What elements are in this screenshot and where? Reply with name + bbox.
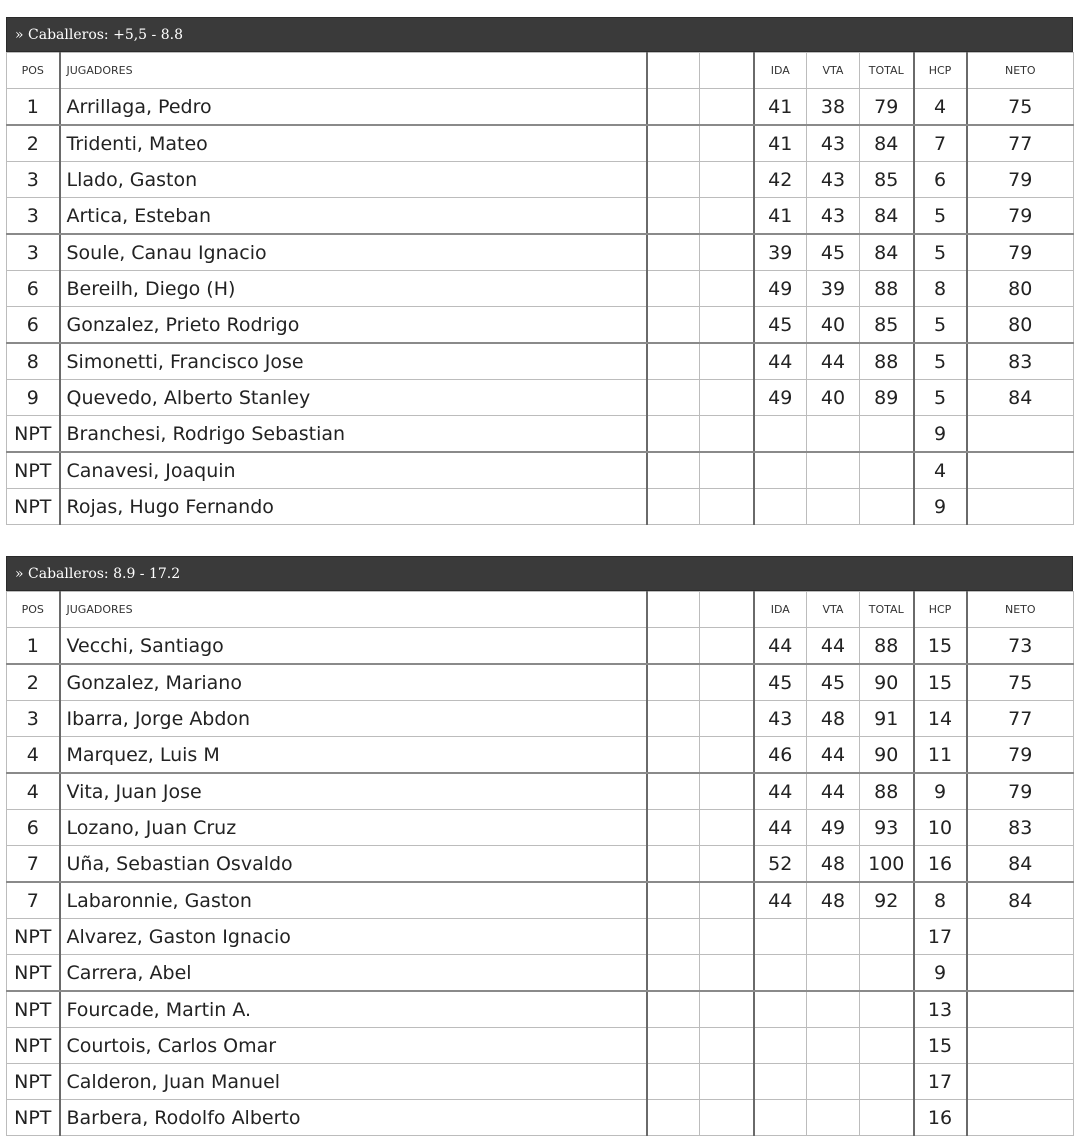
header-row [7,53,1074,89]
cell-hcp: 16 [914,1100,967,1136]
cell-hcp: 9 [914,955,967,992]
cell-extra-2 [700,810,754,846]
cell-pos: 7 [7,846,60,883]
header-pos: POS [7,592,60,628]
cell-neto: 83 [967,343,1074,380]
cell-neto [967,1064,1074,1100]
cell-hcp: 5 [914,234,967,271]
cell-extra-2 [700,489,754,525]
header-extra-2 [700,53,754,89]
cell-player-name: Vecchi, Santiago [60,628,647,665]
cell-extra-2 [700,1100,754,1136]
cell-hcp: 5 [914,198,967,235]
header-hcp: HCP [914,592,967,628]
section-title: » Caballeros: +5,5 - 8.8 [6,17,1073,52]
cell-player-name: Branchesi, Rodrigo Sebastian [60,416,647,453]
cell-player-name: Bereilh, Diego (H) [60,271,647,307]
cell-vta: 48 [807,701,860,737]
cell-pos: NPT [7,955,60,992]
table-row [7,307,1074,344]
cell-total: 88 [860,773,914,810]
cell-total: 91 [860,701,914,737]
header-extra-1 [647,53,700,89]
cell-total: 85 [860,307,914,344]
cell-hcp: 5 [914,380,967,416]
cell-extra-1 [647,991,700,1028]
header-row [7,592,1074,628]
cell-extra-1 [647,234,700,271]
cell-neto: 75 [967,664,1074,701]
cell-neto: 84 [967,380,1074,416]
table-row [7,919,1074,955]
cell-hcp: 4 [914,452,967,489]
cell-total: 88 [860,343,914,380]
cell-extra-1 [647,489,700,525]
table-row [7,89,1074,126]
cell-pos: 2 [7,125,60,162]
cell-player-name: Llado, Gaston [60,162,647,198]
cell-vta: 44 [807,628,860,665]
cell-total: 92 [860,882,914,919]
cell-total: 84 [860,198,914,235]
cell-vta: 43 [807,162,860,198]
cell-extra-1 [647,810,700,846]
cell-neto: 77 [967,701,1074,737]
cell-ida: 44 [754,882,807,919]
table-row [7,882,1074,919]
cell-ida: 44 [754,628,807,665]
cell-extra-1 [647,416,700,453]
cell-neto [967,489,1074,525]
cell-ida: 49 [754,271,807,307]
cell-extra-2 [700,307,754,344]
cell-vta: 44 [807,343,860,380]
header-extra-1 [647,592,700,628]
table-row [7,955,1074,992]
cell-pos: 6 [7,271,60,307]
cell-ida [754,1028,807,1064]
cell-ida [754,919,807,955]
cell-vta [807,991,860,1028]
table-row [7,628,1074,665]
cell-player-name: Alvarez, Gaston Ignacio [60,919,647,955]
cell-neto: 79 [967,198,1074,235]
cell-vta: 45 [807,664,860,701]
cell-vta: 39 [807,271,860,307]
cell-player-name: Lozano, Juan Cruz [60,810,647,846]
cell-total: 84 [860,234,914,271]
cell-hcp: 11 [914,737,967,774]
cell-player-name: Gonzalez, Mariano [60,664,647,701]
header-players: JUGADORES [60,53,647,89]
cell-hcp: 8 [914,882,967,919]
cell-pos: NPT [7,416,60,453]
table-row [7,846,1074,883]
cell-player-name: Arrillaga, Pedro [60,89,647,126]
cell-vta [807,1100,860,1136]
cell-neto [967,1100,1074,1136]
cell-extra-2 [700,882,754,919]
cell-extra-2 [700,198,754,235]
cell-total: 79 [860,89,914,126]
cell-extra-1 [647,380,700,416]
cell-neto: 84 [967,882,1074,919]
cell-extra-1 [647,307,700,344]
header-ida: IDA [754,53,807,89]
cell-pos: NPT [7,1064,60,1100]
header-vta: VTA [807,53,860,89]
cell-ida: 42 [754,162,807,198]
cell-pos: 4 [7,737,60,774]
cell-extra-1 [647,664,700,701]
table-row [7,737,1074,774]
cell-extra-1 [647,452,700,489]
cell-pos: 9 [7,380,60,416]
cell-extra-1 [647,1100,700,1136]
table-row [7,1100,1074,1136]
results-section [6,556,1073,1136]
cell-vta: 40 [807,380,860,416]
cell-neto [967,955,1074,992]
cell-neto [967,991,1074,1028]
table-row [7,271,1074,307]
cell-total [860,416,914,453]
cell-neto [967,416,1074,453]
cell-pos: NPT [7,1028,60,1064]
cell-player-name: Rojas, Hugo Fernando [60,489,647,525]
cell-hcp: 9 [914,489,967,525]
cell-pos: NPT [7,1100,60,1136]
cell-extra-2 [700,89,754,126]
results-body [7,89,1074,525]
cell-extra-1 [647,89,700,126]
cell-extra-1 [647,846,700,883]
cell-pos: NPT [7,991,60,1028]
cell-extra-2 [700,1028,754,1064]
cell-pos: 2 [7,664,60,701]
cell-extra-2 [700,452,754,489]
header-ida: IDA [754,592,807,628]
cell-pos: NPT [7,452,60,489]
header-neto: NETO [967,592,1074,628]
cell-ida [754,489,807,525]
cell-vta [807,452,860,489]
cell-extra-1 [647,701,700,737]
cell-player-name: Uña, Sebastian Osvaldo [60,846,647,883]
cell-ida [754,991,807,1028]
cell-neto: 73 [967,628,1074,665]
cell-hcp: 17 [914,1064,967,1100]
cell-hcp: 15 [914,628,967,665]
cell-pos: 1 [7,89,60,126]
cell-ida: 43 [754,701,807,737]
cell-total [860,1100,914,1136]
cell-ida [754,955,807,992]
cell-hcp: 15 [914,1028,967,1064]
cell-ida: 46 [754,737,807,774]
cell-total: 88 [860,271,914,307]
cell-ida: 44 [754,343,807,380]
cell-total [860,919,914,955]
header-total: TOTAL [860,592,914,628]
cell-extra-2 [700,380,754,416]
header-vta: VTA [807,592,860,628]
cell-ida: 49 [754,380,807,416]
cell-ida [754,416,807,453]
cell-vta [807,919,860,955]
cell-neto: 80 [967,271,1074,307]
cell-total: 84 [860,125,914,162]
results-table [6,591,1074,1136]
cell-hcp: 5 [914,343,967,380]
cell-player-name: Tridenti, Mateo [60,125,647,162]
cell-vta [807,489,860,525]
table-row [7,416,1074,453]
cell-neto [967,452,1074,489]
cell-total [860,489,914,525]
cell-total: 85 [860,162,914,198]
cell-player-name: Soule, Canau Ignacio [60,234,647,271]
cell-extra-2 [700,664,754,701]
cell-pos: 3 [7,701,60,737]
cell-extra-1 [647,919,700,955]
cell-pos: NPT [7,489,60,525]
cell-extra-2 [700,773,754,810]
cell-extra-1 [647,125,700,162]
cell-player-name: Ibarra, Jorge Abdon [60,701,647,737]
table-row [7,664,1074,701]
table-row [7,198,1074,235]
cell-vta: 40 [807,307,860,344]
cell-pos: 6 [7,810,60,846]
cell-neto: 80 [967,307,1074,344]
cell-hcp: 6 [914,162,967,198]
cell-player-name: Artica, Esteban [60,198,647,235]
cell-extra-1 [647,628,700,665]
cell-total: 89 [860,380,914,416]
table-row [7,343,1074,380]
cell-hcp: 9 [914,416,967,453]
cell-extra-2 [700,628,754,665]
cell-ida: 41 [754,125,807,162]
cell-extra-2 [700,846,754,883]
cell-hcp: 17 [914,919,967,955]
table-row [7,1028,1074,1064]
cell-extra-2 [700,955,754,992]
table-row [7,773,1074,810]
cell-vta: 45 [807,234,860,271]
table-row [7,452,1074,489]
cell-vta [807,1028,860,1064]
cell-hcp: 15 [914,664,967,701]
cell-total [860,991,914,1028]
cell-extra-2 [700,1064,754,1100]
cell-extra-2 [700,919,754,955]
cell-extra-2 [700,737,754,774]
table-row [7,380,1074,416]
table-row [7,1064,1074,1100]
cell-extra-2 [700,991,754,1028]
table-row [7,991,1074,1028]
table-row [7,701,1074,737]
cell-neto [967,1028,1074,1064]
cell-hcp: 10 [914,810,967,846]
cell-player-name: Carrera, Abel [60,955,647,992]
cell-total: 90 [860,737,914,774]
cell-ida [754,1100,807,1136]
cell-ida: 41 [754,89,807,126]
cell-player-name: Marquez, Luis M [60,737,647,774]
cell-hcp: 8 [914,271,967,307]
cell-vta: 48 [807,882,860,919]
cell-neto: 79 [967,234,1074,271]
table-row [7,162,1074,198]
cell-extra-1 [647,1028,700,1064]
cell-vta: 48 [807,846,860,883]
cell-hcp: 16 [914,846,967,883]
cell-extra-1 [647,955,700,992]
cell-pos: NPT [7,919,60,955]
header-players: JUGADORES [60,592,647,628]
cell-player-name: Courtois, Carlos Omar [60,1028,647,1064]
header-hcp: HCP [914,53,967,89]
cell-extra-1 [647,343,700,380]
cell-hcp: 7 [914,125,967,162]
cell-player-name: Labaronnie, Gaston [60,882,647,919]
cell-hcp: 9 [914,773,967,810]
cell-extra-2 [700,162,754,198]
cell-ida: 52 [754,846,807,883]
cell-extra-2 [700,701,754,737]
cell-pos: 1 [7,628,60,665]
results-body [7,628,1074,1136]
cell-neto: 83 [967,810,1074,846]
cell-hcp: 5 [914,307,967,344]
cell-extra-1 [647,162,700,198]
cell-neto: 75 [967,89,1074,126]
cell-ida: 45 [754,664,807,701]
cell-total: 88 [860,628,914,665]
cell-vta [807,1064,860,1100]
cell-pos: 7 [7,882,60,919]
cell-hcp: 13 [914,991,967,1028]
cell-neto [967,919,1074,955]
cell-vta: 49 [807,810,860,846]
cell-ida: 45 [754,307,807,344]
cell-extra-1 [647,198,700,235]
cell-player-name: Simonetti, Francisco Jose [60,343,647,380]
cell-extra-2 [700,125,754,162]
cell-pos: 8 [7,343,60,380]
cell-extra-2 [700,271,754,307]
cell-ida [754,1064,807,1100]
cell-vta: 44 [807,773,860,810]
cell-extra-1 [647,1064,700,1100]
cell-extra-2 [700,343,754,380]
results-section [6,17,1073,525]
table-row [7,810,1074,846]
cell-player-name: Fourcade, Martin A. [60,991,647,1028]
cell-total: 90 [860,664,914,701]
cell-extra-1 [647,737,700,774]
cell-ida [754,452,807,489]
cell-pos: 4 [7,773,60,810]
cell-player-name: Vita, Juan Jose [60,773,647,810]
cell-player-name: Barbera, Rodolfo Alberto [60,1100,647,1136]
cell-neto: 79 [967,737,1074,774]
cell-pos: 3 [7,198,60,235]
cell-pos: 3 [7,162,60,198]
cell-ida: 44 [754,810,807,846]
header-pos: POS [7,53,60,89]
header-neto: NETO [967,53,1074,89]
cell-extra-1 [647,271,700,307]
cell-pos: 3 [7,234,60,271]
cell-vta [807,955,860,992]
cell-extra-1 [647,882,700,919]
cell-neto: 84 [967,846,1074,883]
section-title: » Caballeros: 8.9 - 17.2 [6,556,1073,591]
cell-neto: 79 [967,773,1074,810]
cell-extra-1 [647,773,700,810]
cell-vta: 44 [807,737,860,774]
header-total: TOTAL [860,53,914,89]
table-row [7,489,1074,525]
header-extra-2 [700,592,754,628]
cell-vta: 38 [807,89,860,126]
cell-vta [807,416,860,453]
cell-vta: 43 [807,125,860,162]
cell-hcp: 4 [914,89,967,126]
cell-neto: 79 [967,162,1074,198]
cell-total [860,1064,914,1100]
cell-neto: 77 [967,125,1074,162]
cell-pos: 6 [7,307,60,344]
cell-total [860,955,914,992]
cell-extra-2 [700,234,754,271]
cell-player-name: Quevedo, Alberto Stanley [60,380,647,416]
cell-ida: 41 [754,198,807,235]
cell-total [860,452,914,489]
cell-vta: 43 [807,198,860,235]
cell-player-name: Calderon, Juan Manuel [60,1064,647,1100]
table-row [7,125,1074,162]
table-row [7,234,1074,271]
cell-total: 93 [860,810,914,846]
cell-ida: 44 [754,773,807,810]
cell-total: 100 [860,846,914,883]
cell-hcp: 14 [914,701,967,737]
cell-extra-2 [700,416,754,453]
cell-ida: 39 [754,234,807,271]
cell-total [860,1028,914,1064]
results-table [6,52,1074,525]
cell-player-name: Canavesi, Joaquin [60,452,647,489]
cell-player-name: Gonzalez, Prieto Rodrigo [60,307,647,344]
